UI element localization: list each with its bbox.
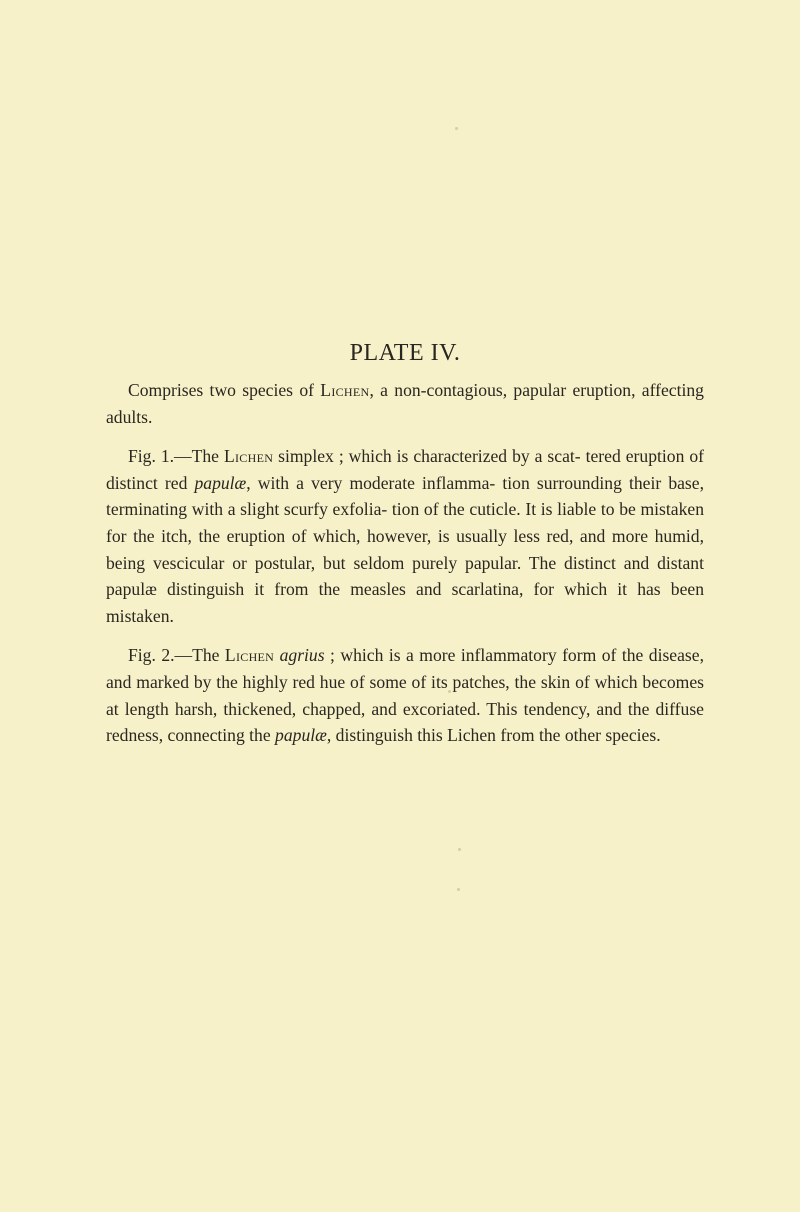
fig2-lichen: Lichen xyxy=(224,645,275,666)
intro-text-b: , a non-contagious, papular eruption, affecting adults. xyxy=(106,380,704,427)
fig1-label: Fig. 1.—The xyxy=(128,446,224,467)
fig1-paragraph xyxy=(106,443,704,629)
paper-speck xyxy=(458,848,461,851)
intro-paragraph xyxy=(106,377,704,430)
fig2-agrius: agrius xyxy=(279,645,325,666)
paper-speck xyxy=(455,127,458,130)
fig2-papulae: papulæ xyxy=(275,725,327,746)
intro-text-a: Comprises two species of xyxy=(128,380,321,400)
fig2-text-b: , distinguish this Lichen from the other species. xyxy=(326,725,661,746)
fig1-text-a: simplex ; which is characterized by a scat- tered eruption of distinct red xyxy=(106,446,704,493)
fig1-text-b: , with a very moderate inflamma- tion surrounding their base, terminating with a slight scurfy exfolia- tion of the cuticle. It is liable to be mistaken for the itch, the eruption of which, however, is usually less red, and more humid, being vescicular or postular, but seldom purely papular. The distinct and distant papulæ distinguish it from the measles and scarlatina, for which it has been mistaken. xyxy=(106,472,704,626)
fig1-papulae: papulæ xyxy=(194,472,247,493)
fig1-lichen: Lichen xyxy=(223,446,274,467)
intro-lichen: Lichen xyxy=(320,380,370,400)
plate-description xyxy=(106,340,704,762)
paper-speck xyxy=(457,888,460,891)
fig2-label: Fig. 2.—The xyxy=(128,645,225,666)
fig2-text-a: ; which is a more inflammatory form of the disease, and marked by the highly red hue of some of its patches, the skin of which becomes at length harsh, thickened, chapped, and excoriated. This tendency, and the diffuse redness, connecting the xyxy=(106,645,704,746)
fig2-paragraph xyxy=(106,642,704,748)
plate-title: PLATE IV. xyxy=(349,340,461,366)
